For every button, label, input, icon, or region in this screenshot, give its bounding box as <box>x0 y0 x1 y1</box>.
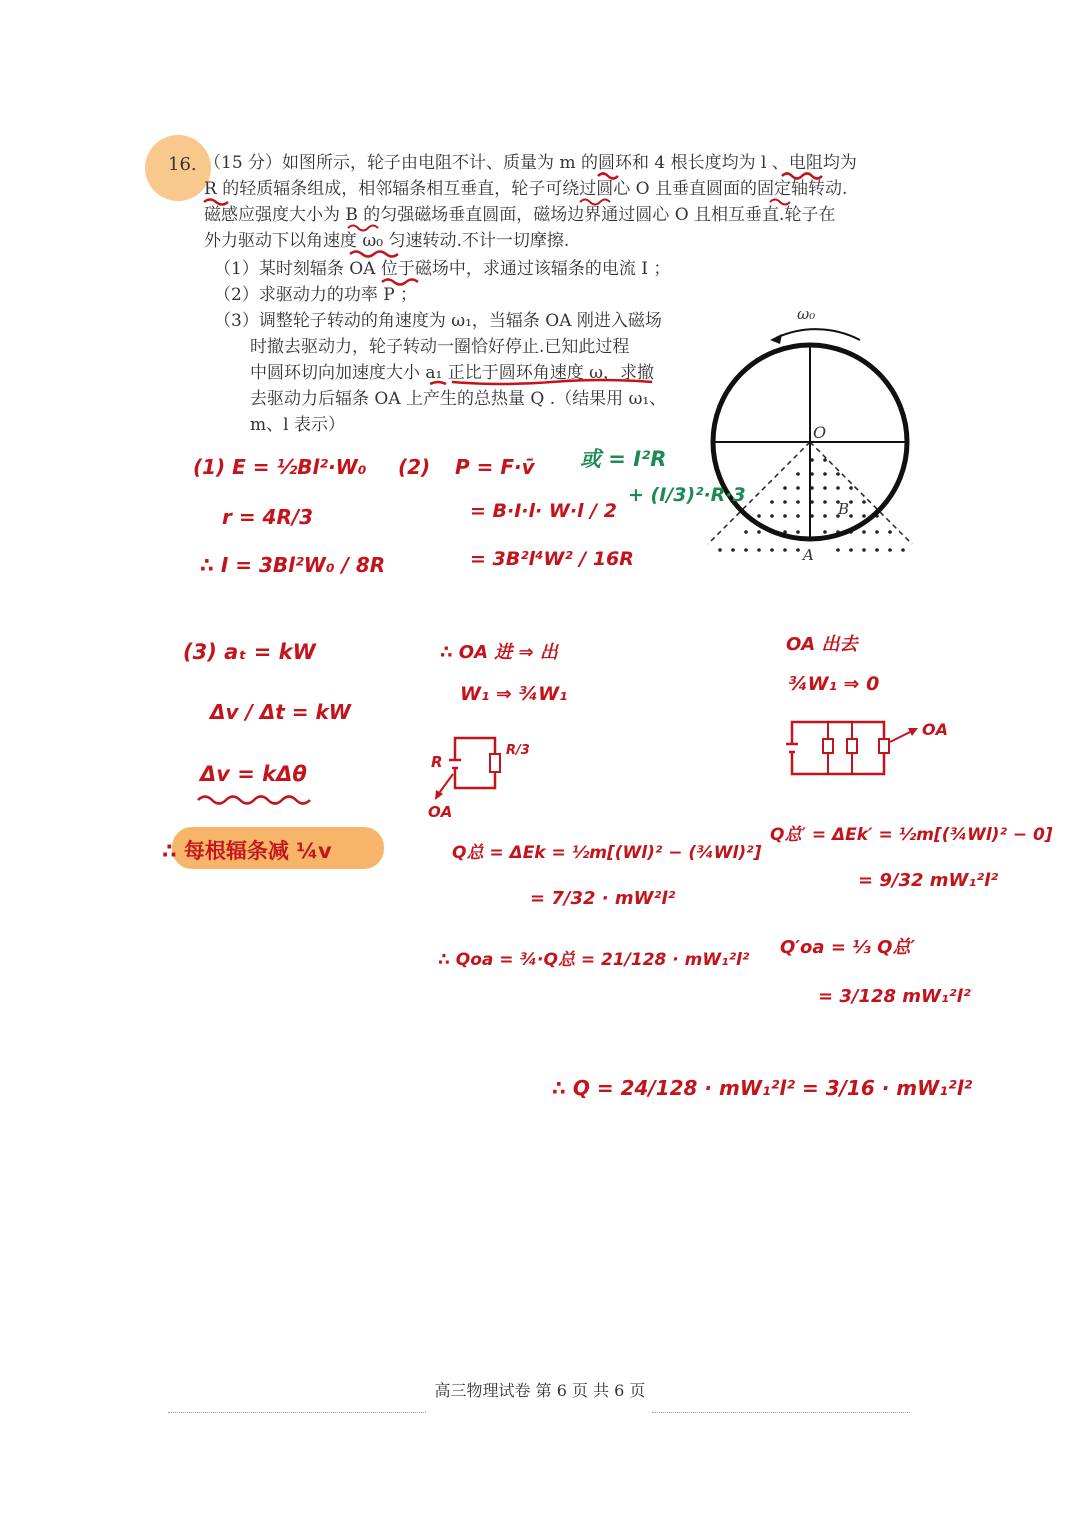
hw-green-alt-2: + (I/3)²·R·3 <box>628 484 746 506</box>
hw-mid-circuit-R: R <box>431 753 443 771</box>
subquestion-3-line-4: 去驱动力后辐条 OA 上产生的总热量 Q .（结果用 ω₁、 <box>250 389 667 409</box>
subquestion-3-line-2: 时撤去驱动力，轮子转动一圈恰好停止.已知此过程 <box>250 337 630 357</box>
hw-mid-heat-oa: ∴ Qoa = ¾·Q总 = 21/128 · mW₁²l² <box>438 950 750 970</box>
hw-part3-ratio: Δv / Δt = kW <box>210 700 351 724</box>
footer-dotted-rule-right <box>652 1412 910 1413</box>
hw-part3-note: ∴ 每根辐条减 ¼v <box>162 839 332 863</box>
hw-final-answer: ∴ Q = 24/128 · mW₁²l² = 3/16 · mW₁²l² <box>552 1076 973 1100</box>
hw-mid-heat-value: = 7/32 · mW²l² <box>530 888 676 909</box>
hw-part1-emf: (1) E = ½Bl²·W₀ <box>193 455 367 479</box>
question-line-4: 外力驱动下以角速度 ω₀ 匀速转动.不计一切摩擦. <box>204 231 570 251</box>
hw-right-circuit-OA: OA <box>922 720 948 739</box>
point-label-B: B <box>838 500 850 518</box>
subquestion-1: （1）某时刻辐条 OA 位于磁场中，求通过该辐条的电流 I ； <box>214 259 671 279</box>
hw-part3-dv: Δv = kΔθ <box>200 762 307 786</box>
hw-mid-omega-change: W₁ ⇒ ¾W₁ <box>460 683 568 705</box>
hw-right-heat-oa-value: = 3/128 mW₁²l² <box>818 986 971 1007</box>
hw-right-omega-change: ¾W₁ ⇒ 0 <box>788 673 880 695</box>
subquestion-3-line-1: （3）调整轮子转动的角速度为 ω₁，当辐条 OA 刚进入磁场 <box>214 311 662 331</box>
hw-wavy-underline <box>196 793 336 807</box>
footer-dotted-rule-left <box>168 1412 426 1413</box>
subquestion-2: （2）求驱动力的功率 P ； <box>214 285 418 305</box>
hw-part3-accel: (3) aₜ = kW <box>183 640 316 664</box>
hw-part1-current: ∴ I = 3Bl²W₀ / 8R <box>200 553 386 577</box>
question-line-3: 磁感应强度大小为 B 的匀强磁场垂直圆面，磁场边界通过圆心 O 且相互垂直.轮子在 <box>204 205 836 225</box>
hw-part2-step: = B·I·l· W·l / 2 <box>470 500 617 522</box>
hw-mid-circuit-R3: R/3 <box>506 743 530 758</box>
hw-part2-label: (2) <box>398 455 431 479</box>
page-footer: 高三物理试卷 第 6 页 共 6 页 <box>434 1381 646 1400</box>
hw-part2-result: = 3B²l⁴W² / 16R <box>470 548 634 570</box>
omega-label: ω₀ <box>797 305 816 323</box>
hw-green-alt-1: 或 = I²R <box>580 447 667 471</box>
hw-right-exit: OA 出去 <box>786 634 858 655</box>
question-number: 16. <box>168 154 197 175</box>
question-line-1: （15 分）如图所示，轮子由电阻不计、质量为 m 的圆环和 4 根长度均为 l 、电阻均为 <box>204 153 857 173</box>
hw-right-heat-value: = 9/32 mW₁²l² <box>858 870 999 891</box>
subquestion-3-line-3: 中圆环切向加速度大小 a₁ 正比于圆环角速度 ω，求撤 <box>250 363 655 383</box>
hw-mid-circuit-OA: OA <box>428 803 453 821</box>
hw-part1-resistance: r = 4R/3 <box>222 505 314 529</box>
subquestion-3-line-5: m、l 表示） <box>250 415 345 435</box>
point-label-A: A <box>803 546 814 564</box>
center-label-O: O <box>813 423 827 442</box>
hw-right-heat-oa: Q′oa = ⅓ Q总′ <box>780 937 916 958</box>
question-line-2: R 的轻质辐条组成，相邻辐条相互垂直，轮子可绕过圆心 O 且垂直圆面的固定轴转动. <box>204 179 848 199</box>
hw-mid-enter-exit: ∴ OA 进 ⇒ 出 <box>440 642 558 663</box>
hw-part2-power: P = F·v̄ <box>455 455 535 479</box>
hw-right-heat-total: Q总′ = ΔEk′ = ½m[(¾Wl)² − 0] <box>770 825 1053 845</box>
hw-mid-heat-total: Q总 = ΔEk = ½m[(Wl)² − (¾Wl)²] <box>452 843 762 863</box>
